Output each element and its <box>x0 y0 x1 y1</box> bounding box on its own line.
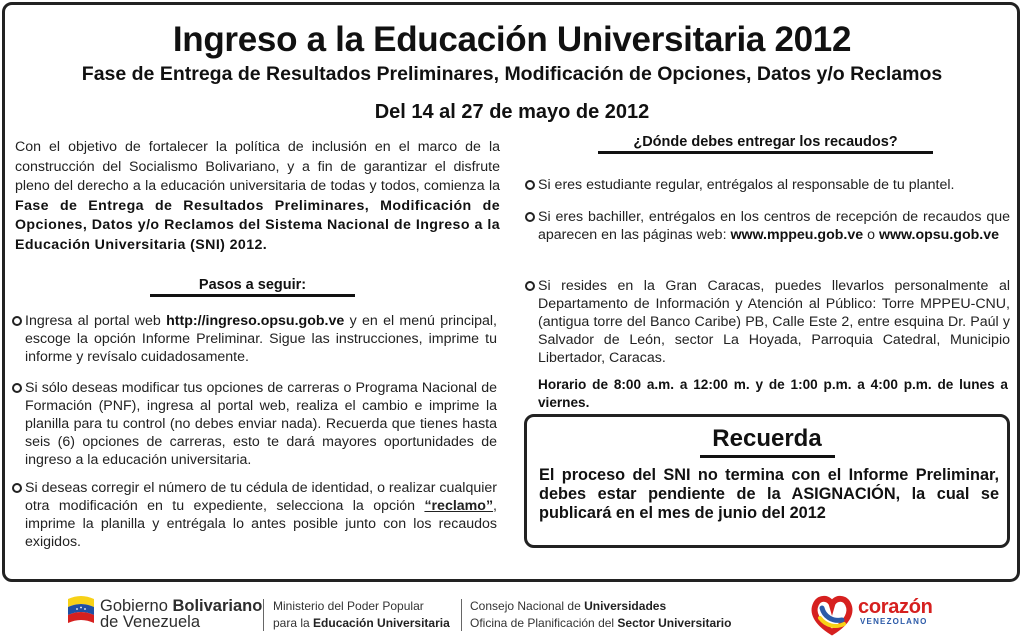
where-heading-label: ¿Dónde debes entregar los recaudos? <box>633 134 898 150</box>
bullet-icon <box>12 316 22 326</box>
step-text: Ingresa al portal web http://ingreso.opsu.gob.ve y en el menú principal, escoge la opción Informe Preliminar. Sigue las instrucciones, imprime tu informe y revísalo cuidadosamente. <box>25 313 497 365</box>
ministry-line2: para la Educación Universitaria <box>273 616 450 630</box>
intro-paragraph <box>15 138 500 255</box>
where-heading <box>598 134 933 154</box>
ministry-line1: Ministerio del Poder Popular <box>273 599 424 613</box>
where-text: Si eres estudiante regular, entrégalos al responsable de tu plantel. <box>538 177 955 193</box>
intro-text: Con el objetivo de fortalecer la política de inclusión en el marco de la construcción del Socialismo Bolivariano, y a fin de garantizar el disfrute pleno del derecho a la educación universitaria de todas y todos, comienza la <box>15 139 500 194</box>
page-title: Ingreso a la Educación Universitaria 2012 <box>172 20 852 59</box>
cnu-line2: Oficina de Planificación del Sector Universitario <box>470 616 732 630</box>
where-item <box>525 277 1010 367</box>
step-text: Si deseas corregir el número de tu cédula de identidad, o realizar cualquier otra modificación en tu expediente, selecciona la opción “reclamo”, imprime la planilla y entrégala lo antes posible junto con los recaudos exigidos. <box>25 480 497 550</box>
step-item <box>12 379 497 469</box>
venezuela-flag-icon <box>66 593 96 627</box>
bullet-icon <box>12 383 22 393</box>
venezolano-logo-text: VENEZOLANO <box>860 617 928 626</box>
gobierno-line1: Gobierno Bolivariano <box>100 597 263 615</box>
footer-divider <box>461 599 462 631</box>
where-item <box>525 208 1010 244</box>
bullet-icon <box>525 212 535 222</box>
where-text: Si resides en la Gran Caracas, puedes llevarlos personalmente al Departamento de Información y Atención al Público: Torre MPPEU-CNU, (antigua torre del Banco Caribe) PB, Calle Este 2, entre esquina Dr. Paúl y Salvador de León, sector La Hoyada, Parroquia Catedral, Municipio Libertador, Caracas. <box>538 278 1010 366</box>
gobierno-line2: de Venezuela <box>100 613 201 631</box>
bullet-icon <box>525 180 535 190</box>
where-item <box>525 176 1010 194</box>
reminder-title: Recuerda <box>712 425 822 452</box>
footer-divider <box>263 599 264 631</box>
footer <box>0 585 1024 643</box>
intro-bold: Fase de Entrega de Resultados Preliminares, Modificación de Opciones, Datos y/o Reclamos del Sistema Nacional de Ingreso a la Educación Universitaria (SNI) 2012. <box>15 197 500 253</box>
where-text: Si eres bachiller, entrégalos en los centros de recepción de recaudos que aparecen en las páginas web: www.mppeu.gob.ve o www.opsu.gob.ve <box>538 209 1010 243</box>
office-hours: Horario de 8:00 a.m. a 12:00 m. y de 1:00 p.m. a 4:00 p.m. de lunes a viernes. <box>538 377 1008 410</box>
step-item <box>12 312 497 366</box>
bullet-icon <box>12 483 22 493</box>
portal-link[interactable]: http://ingreso.opsu.gob.ve <box>166 313 345 329</box>
cnu-line1: Consejo Nacional de Universidades <box>470 599 667 613</box>
reminder-box <box>524 414 1010 548</box>
date-range: Del 14 al 27 de mayo de 2012 <box>374 101 650 123</box>
steps-heading <box>150 277 355 297</box>
steps-heading-rule <box>150 294 355 297</box>
page-subtitle: Fase de Entrega de Resultados Preliminares, Modificación de Opciones, Datos y/o Reclamos <box>81 63 943 85</box>
steps-heading-label: Pasos a seguir: <box>198 277 307 293</box>
opsu-link[interactable]: www.opsu.gob.ve <box>878 227 1000 243</box>
mppeu-link[interactable]: www.mppeu.gob.ve <box>730 227 864 243</box>
reminder-title-rule <box>700 455 835 458</box>
reclamo-option: “reclamo” <box>424 498 494 514</box>
corazon-heart-icon <box>808 590 856 638</box>
where-heading-rule <box>598 151 933 154</box>
corazon-logo-text: corazón <box>858 596 933 618</box>
reminder-text: El proceso del SNI no termina con el Informe Preliminar, debes estar pendiente de la ASIGNACIÓN, la cual se publicará en el mes de junio del 2012 <box>539 466 999 522</box>
step-text: Si sólo deseas modificar tus opciones de carreras o Programa Nacional de Formación (PNF), ingresa al portal web, realiza el cambio e imprime la planilla para tu control (no debes enviar nada). Recuerda que tienes hasta seis (6) opciones de carreras, esto te dará mayores oportunidades de ingreso a la educación universitaria. <box>25 380 497 468</box>
bullet-icon <box>525 281 535 291</box>
step-item <box>12 479 497 551</box>
